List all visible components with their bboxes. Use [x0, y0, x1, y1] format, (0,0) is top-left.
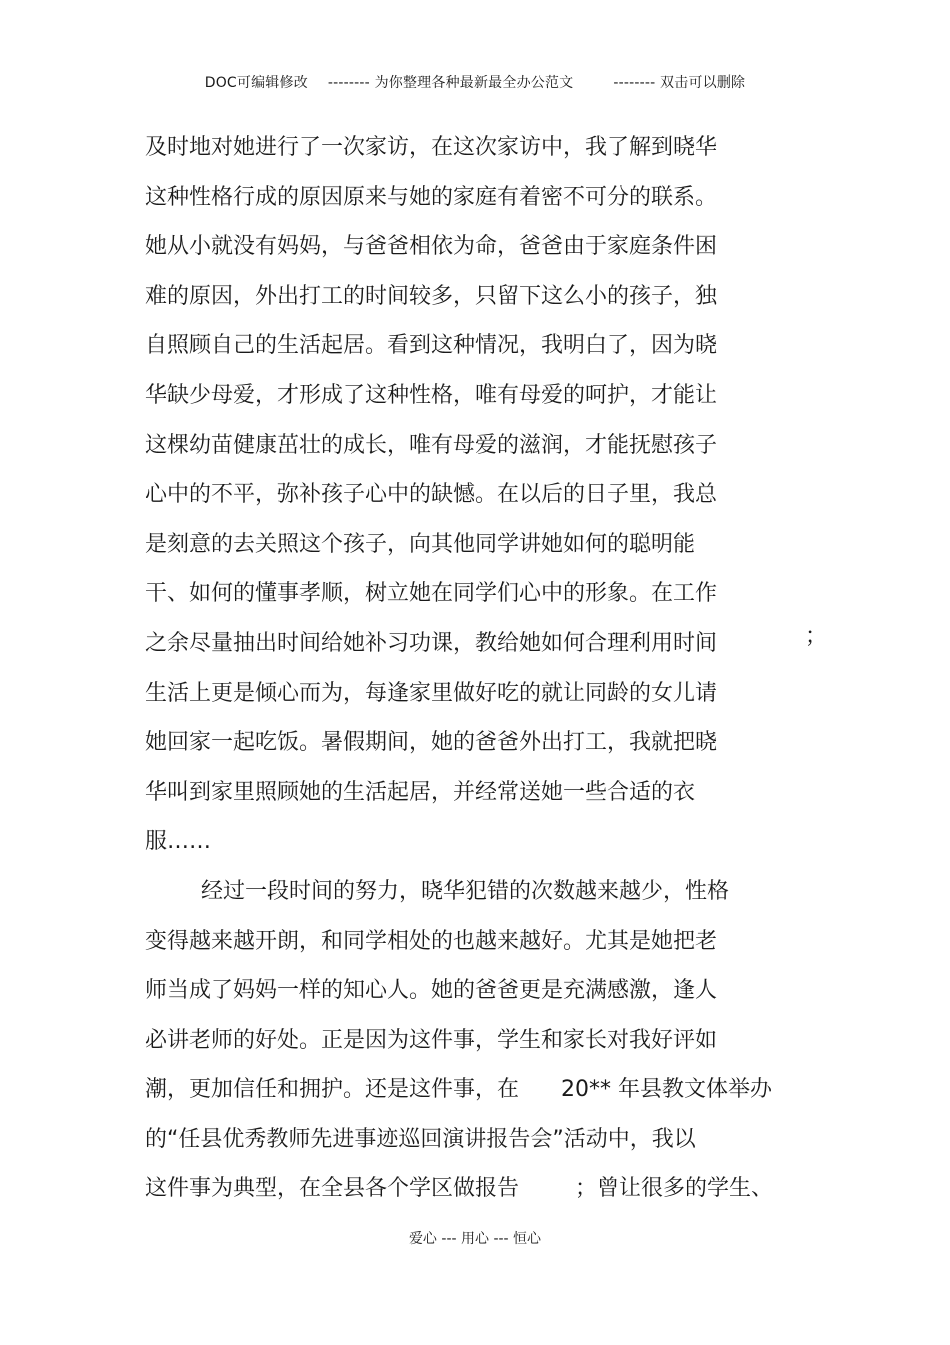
- body-line: 潮，更加信任和拥护。还是这件事，在 20** 年县教文体举办: [145, 1077, 772, 1103]
- body-line: 华叫到家里照顾她的生活起居，并经常送她一些合适的衣: [145, 779, 696, 805]
- body-line: 这棵幼苗健康茁壮的成长，唯有母爱的滋润，才能抚慰孩子: [145, 432, 718, 458]
- body-line: 必讲老师的好处。正是因为这件事，学生和家长对我好评如: [145, 1027, 718, 1053]
- trailing-semicolon: ；: [805, 624, 828, 649]
- body-line: 服……: [145, 829, 212, 855]
- body-line: 生活上更是倾心而为，每逢家里做好吃的就让同龄的女儿请: [145, 680, 718, 706]
- body-line: 华缺少母爱，才形成了这种性格，唯有母爱的呵护，才能让: [145, 382, 718, 408]
- body-line: 难的原因，外出打工的时间较多，只留下这么小的孩子，独: [145, 283, 718, 309]
- body-line: 这种性格行成的原因原来与她的家庭有着密不可分的联系。: [145, 184, 718, 210]
- paragraph-start-line: 经过一段时间的努力，晓华犯错的次数越来越少，性格: [145, 878, 729, 904]
- page-footer: 爱心 --- 用心 --- 恒心: [408, 1231, 542, 1247]
- body-line: 干、如何的懂事孝顺，树立她在同学们心中的形象。在工作: [145, 581, 718, 607]
- body-line: 心中的不平，弥补孩子心中的缺憾。在以后的日子里，我总: [145, 482, 718, 508]
- header-right-text: -------- 双击可以删除: [613, 75, 746, 91]
- body-line: 的“任县优秀教师先进事迹巡回演讲报告会”活动中，我以: [145, 1126, 696, 1152]
- body-line: 变得越来越开朗，和同学相处的也越来越好。尤其是她把老: [145, 928, 718, 954]
- body-line: 是刻意的去关照这个孩子，向其他同学讲她如何的聪明能: [145, 531, 696, 557]
- body-line: 她从小就没有妈妈，与爸爸相依为命，爸爸由于家庭条件困: [145, 234, 718, 260]
- header-middle-text: -------- 为你整理各种最新最全办公范文: [327, 75, 574, 91]
- body-line: 她回家一起吃饭。暑假期间，她的爸爸外出打工，我就把晓: [145, 730, 718, 756]
- page-header: [0, 72, 950, 92]
- body-line: 师当成了妈妈一样的知心人。她的爸爸更是充满感激，逢人: [145, 978, 718, 1004]
- body-line: 及时地对她进行了一次家访，在这次家访中，我了解到晓华: [145, 135, 718, 160]
- body-line: 这件事为典型，在全县各个学区做报告 ；曾让很多的学生、: [145, 1176, 773, 1202]
- body-line: 之余尽量抽出时间给她补习功课，教给她如何合理利用时间: [145, 630, 718, 656]
- header-doc-label: DOC可编辑修改: [204, 75, 308, 91]
- document-body: [145, 123, 845, 1214]
- body-line: 自照顾自己的生活起居。看到这种情况，我明白了，因为晓: [145, 333, 718, 359]
